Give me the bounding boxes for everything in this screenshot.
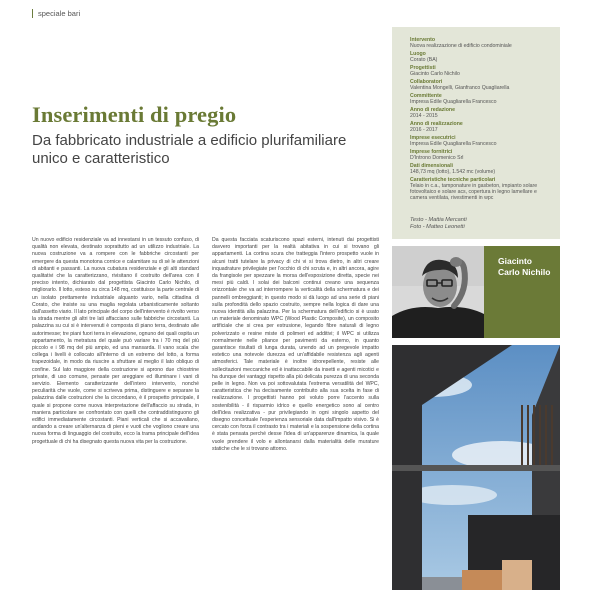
credit-value: Telaio in c.a., tamponature in gasbeton, impianto solare fotovoltaico e solare acs, copertura in legno lamellare e camera ventilata, rivestimenti in wpc bbox=[410, 183, 538, 201]
architect-name bbox=[498, 256, 550, 278]
credit-value: Corato (BA) bbox=[410, 57, 438, 63]
project-credits-panel bbox=[392, 27, 560, 239]
article-subtitle: Da fabbricato industriale a edificio plurifamiliare unico e caratteristico bbox=[32, 132, 347, 167]
credit-value: Impresa Edile Quagliarella Francesco bbox=[410, 99, 497, 105]
credit-value: 2016 - 2017 bbox=[410, 127, 438, 133]
credit-label: Dati dimensionali bbox=[410, 163, 453, 169]
credit-label: Intervento bbox=[410, 37, 436, 43]
body-column-2: Da questa facciata scaturiscono spazi esterni, intenuti dai progettisti davvero importanti per la realtà abitativa in cui si trovano gli appartamenti. La cortina scura che tratteggia l'intero prospetto vuole in alcuni tratti tutelare la privacy di chi vi si trova dietro, in altri creare inquadrature privilegiate per l'occhio di chi scruta e, in altri ancora, agire da frangisole per spezzare la morsa dell'esposizione diretta, specie nei mesi più caldi. I solai dei balconi continui creano una sequenza orizzontale che va ad interrompere la verticalità della schermatura e dei pannelli ombreggianti; in questo modo si dà luogo ad una serie di piani sulla profondità dello spazio costruito, sempre nella logica di dare una nuova identità alla palazzina. Per la schermatura dell'edificio si è usato un materiale denominato WPC (Wood Plastic Composite), un composito artificiale che si crea per estrusione, legando fibre naturali di legno polverizzato e resine miste di polimeri ed additivi; il WPC si utilizza normalmente nelle pliance per pavimenti da esterno, in quanto garantisce risultati di lunga durata, unendo ad un pregevole impatto estetico una notevole durezza ed un'affidabile resistenza agli agenti atmosferici. Tale materiale è inoltre idrorepellente, resiste alle sollecitazioni meccaniche ed è inattaccabile da insetti e agenti micotici e ha dunque dei vantaggi rispetto alla più delicata purezza di una seconda pelle in legno. Non va poi sottovalutata l'estrema versatilità del WPC, caratteristica che ha decisamente contribuito alla sua scelta in fase di realizzazione. I progettisti hanno poi voluto porre l'accento sulla sostenibilità - il risparmio idrico e quello energetico sono al centro dell'idea realizzativa - pur privilegiando in ogni singolo aspetto del disegno concettuale l'esperienza sensoriale data dall'impatto visivo. Si è cercato con forza il contrasto tra i materiali e la sospensione della cortina è stata pensata perché desse l'idea di un'apparenze dinamica, la quale vuole prendere il volo e allontanarsi dalla materialità delle murature statiche che le si trovano attorno. bbox=[212, 237, 379, 452]
credit-label: Committente bbox=[410, 93, 442, 99]
architect-last-name: Carlo Nichilo bbox=[498, 267, 551, 277]
body-column-1: Un nuovo edificio residenziale va ad innestarsi in un tessuto confuso, di qualità non elevata, destinato soprattutto ad un utilizzo industriale. La nuova costruzione va a rompere con le fabbriche circostanti per emergere da questa monotona cornice e calamitare su di sé le attenzioni di abitanti e passanti. La nuova cubatura residenziale e gli alti standard qualitativi che la caratterizzano, rivisitano il costruito dell'area con il preciso intento, dichiarato dal progettista Giacinto Carlo Nichilo, di migliorarlo. Il lotto, esteso su circa 148 mq, costituisce la parte centrale di un isolato prettamente industriale alquanto vario, nella cittadina di Corato, che insiste su una maglia regolata urbanisticamente soltanto dall'assetto viario. Il lato principale del corpo dell'intervento è rivolto verso la strada mentre gli altri tre lati affacciano sulle fabbriche circostanti. La palazzina su cui si è intervenuti è composta di piano terra, destinato alle autorimesse; tre piani fuori terra in elevazione, ognuno dei quali ospita un appartamento, la metratura del quale può variare tra i 70 mq del più piccolo e i 98 mq del più ampio, ed una mansarda. Il vano scala che collega i livelli è collocato all'interno di un estremo del lotto, a forma trapezoidale, in modo da riuscire a sfruttare al meglio il lato obliquo di confine. Sul lato maggiore della costruzione si aprono due chiostrine private, di uso comune, pensate per areggiare ed illuminare i vani di servizio. Elemento caratterizzante dell'intero intervento, nonché peculiarità che vuole, come si scriveva prima, distinguere e separare la palazzina dalle costruzioni che la circondano, è il prospetto principale, il quale si propone come nuova interpretazione dell'affaccio su strada, in maniera particolare se confrontato con quelli che contraddistinguono gli edifici immediatamente circostanti. Piani verticali che si accavallano, andando a creare un'alternanza di pieni e vuoti che vogliono creare una nuova forma di linguaggio del costruito, ecco la trama principale dell'idea progettuale di chi ha disegnato questa nuova vita per la costruzione. bbox=[32, 237, 199, 445]
credit-value: Giacinto Carlo Nichilo bbox=[410, 71, 460, 77]
credit-label: Imprese esecutrici bbox=[410, 135, 456, 141]
architect-photo bbox=[392, 246, 484, 338]
credit-label: Luogo bbox=[410, 51, 426, 57]
section-label: speciale bari bbox=[38, 9, 81, 18]
text-credit: Testo - Mattia Mercanti bbox=[410, 217, 467, 223]
photo-credit: Foto - Matteo Leonetti bbox=[410, 224, 465, 230]
page-header bbox=[32, 9, 80, 18]
credit-value: 2014 - 2015 bbox=[410, 113, 438, 119]
architect-first-name: Giacinto bbox=[498, 256, 533, 266]
article-title: Inserimenti di pregio bbox=[32, 102, 237, 127]
credit-value: 148,73 mq (lotto), 1.542 mc (volume) bbox=[410, 169, 496, 175]
credit-value: Nuova realizzazione di edificio condominiale bbox=[410, 43, 512, 49]
credit-label: Progettisti bbox=[410, 65, 436, 71]
architect-portrait-box bbox=[392, 246, 560, 338]
credit-label: Caratteristiche tecniche particolari bbox=[410, 177, 496, 183]
credit-label: Anno di redazione bbox=[410, 107, 455, 113]
header-divider bbox=[32, 9, 33, 18]
credit-label: Imprese fornitrici bbox=[410, 149, 453, 155]
building-photo bbox=[392, 345, 560, 590]
credits-list bbox=[410, 37, 550, 201]
credit-label: Collaboratori bbox=[410, 79, 443, 85]
credit-value: Valentina Mongelli, Gianfranco Quagliarella bbox=[410, 85, 510, 91]
credit-value: Impresa Edile Quagliarella Francesco bbox=[410, 141, 497, 147]
credit-value: D'Introno Domenico Srl bbox=[410, 155, 464, 161]
credit-label: Anno di realizzazione bbox=[410, 121, 463, 127]
article-meta bbox=[410, 217, 550, 231]
